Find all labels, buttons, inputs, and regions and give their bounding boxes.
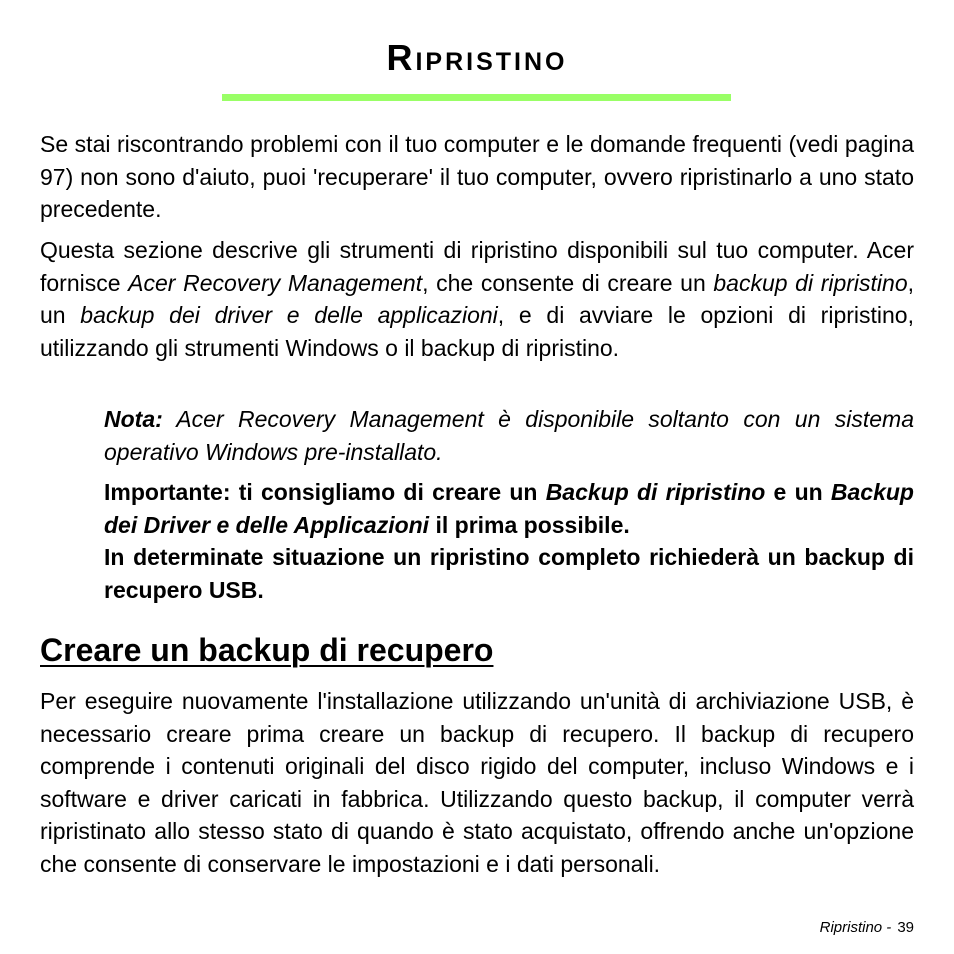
backup-ripristino-term: backup di ripristino <box>713 269 908 296</box>
intro-paragraph: Se stai riscontrando problemi con il tuo computer e le domande frequenti (vedi pagina 97) non sono d'aiuto, puoi 'recuperare' il tuo computer, ovvero ripristinarlo a uno stato precedente. <box>40 131 914 222</box>
page-number: 39 <box>897 919 914 936</box>
note-label: Nota: <box>104 406 163 432</box>
backup-driver-term: backup dei driver e delle applicazioni <box>80 302 498 328</box>
tools-text-1: Questa sezione descrive gli strumenti di ripristino disponibili sul tuo computer. Acer fornisce <box>40 237 914 296</box>
note-paragraph <box>104 403 914 468</box>
important-backup-driver: Backup dei Driver e delle Applicazioni <box>104 479 914 538</box>
page-title: Ripristino <box>386 37 568 78</box>
important-text-3: il prima possibile. <box>429 511 630 538</box>
acer-recovery-management-term: Acer Recovery Management <box>128 269 423 296</box>
note-text: Acer Recovery Management è disponibile soltanto con un sistema operativo Windows pre-installato. <box>104 406 914 465</box>
important-text-1: Importante: ti consigliamo di creare un <box>104 479 546 505</box>
important-backup-ripristino: Backup di ripristino <box>545 479 766 505</box>
important-line-2: In determinate situazione un ripristino completo richiederà un backup di recupero USB. <box>104 544 914 603</box>
footer-section: Ripristino - <box>819 919 892 936</box>
tools-text-4: , e di avviare le opzioni di ripristino, utilizzando gli strumenti Windows o il backup di ripristino. <box>40 302 914 361</box>
tools-text-2: , che consente di creare un <box>422 269 714 296</box>
tools-text-3: , un <box>40 269 914 328</box>
page-footer <box>820 918 914 938</box>
section-heading: Creare un backup di recupero <box>40 632 494 668</box>
title-underline-bar <box>222 94 731 101</box>
tools-paragraph <box>40 234 914 364</box>
recovery-backup-paragraph: Per eseguire nuovamente l'installazione utilizzando un'unità di archiviazione USB, è necessario creare prima creare un backup di recupero. Il backup di recupero comprende i contenuti originali del disco rigido del computer, incluso Windows e i software e driver caricati in fabbrica. Utilizzando questo backup, il computer verrà ripristinato allo stesso stato di quando è stato acquistato, offrendo anche un'opzione che consente di conservare le impostazioni e i dati personali. <box>40 688 914 877</box>
important-paragraph <box>104 476 914 606</box>
important-text-2: e un <box>765 479 831 505</box>
